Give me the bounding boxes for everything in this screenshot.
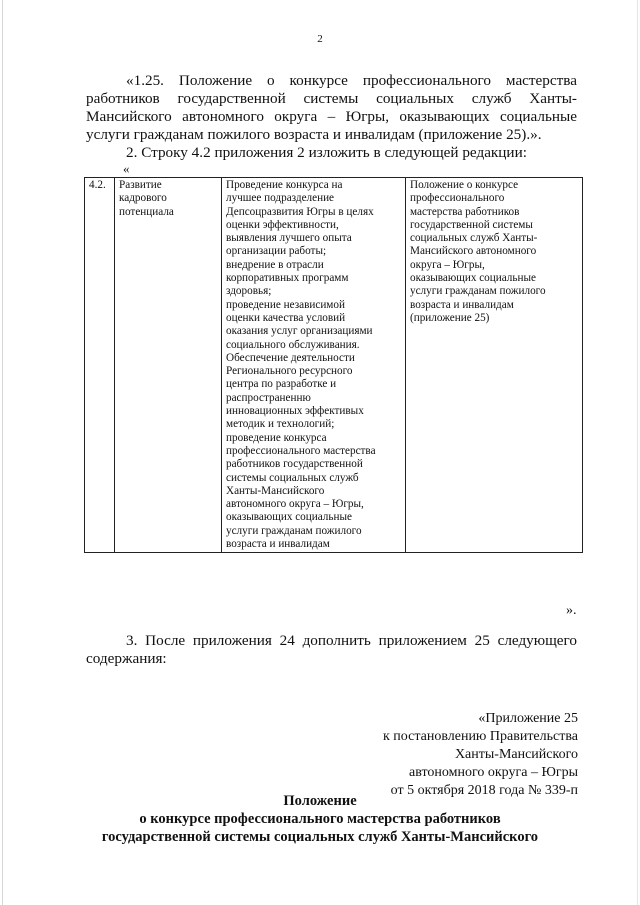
cell-line: профессионального мастерства [226, 444, 376, 457]
cell-line: методик и технологий; [226, 418, 335, 431]
table-row [85, 178, 583, 553]
cell-line: услуги гражданам пожилого [410, 285, 546, 298]
paragraph-line: работников государственной системы социальных служб Ханты- [86, 90, 577, 107]
scan-edge-right [637, 0, 638, 905]
cell-line: организации работы; [226, 245, 327, 258]
open-quote: « [123, 161, 130, 176]
cell-line: выявления лучшего опыта [226, 232, 352, 245]
cell-line: Ханты-Мансийского [226, 484, 325, 497]
paragraph-line: услуги гражданам пожилого возраста и инвалидам (приложение 25).». [86, 126, 542, 143]
paragraph-line: 2. Строку 4.2 приложения 2 изложить в следующей редакции: [126, 144, 527, 161]
cell-line: услуги гражданам пожилого [226, 524, 362, 537]
paragraph-line: Мансийского автономного округа – Югры, оказывающих социальные [86, 108, 577, 125]
cell-line: автономного округа – Югры, [226, 498, 364, 511]
cell-line: системы социальных служб [226, 471, 359, 484]
cell-line: мастерства работников [410, 205, 520, 218]
row-number: 4.2. [89, 179, 106, 191]
cell-line: Положение о конкурсе [410, 179, 519, 191]
cell-line: Регионального ресурсного [226, 365, 353, 378]
cell-line: социальных служб Ханты- [410, 232, 538, 245]
scan-edge-left [2, 0, 3, 905]
cell-line: возраста и инвалидам [410, 298, 514, 311]
cell-line: государственной системы [410, 218, 533, 231]
cell-line: инновационных эффективых [226, 405, 364, 418]
appendix-line: от 5 октября 2018 года № 339-п [390, 783, 578, 798]
cell-line: (приложение 25) [410, 311, 490, 324]
page-number: 2 [317, 33, 323, 45]
cell-line: оценки качества условий [226, 311, 346, 324]
cell-line: проведение независимой [226, 298, 345, 311]
paragraph-line: 3. После приложения 24 дополнить приложением 25 следующего [126, 632, 577, 649]
paragraph-line: «1.25. Положение о конкурсе профессионального мастерства [126, 72, 577, 89]
paragraph-1-25 [86, 72, 577, 144]
appendix-line: к постановлению Правительства [382, 729, 578, 744]
cell-line: профессионального [410, 192, 505, 205]
cell-line: социального обслуживания. [226, 338, 360, 351]
row-number-cell [85, 178, 115, 553]
appendix-line: Ханты-Мансийского [454, 747, 578, 762]
cell-line: лучшее подразделение [226, 192, 335, 205]
cell-line: внедрение в отрасли [226, 258, 324, 271]
cell-line: оказывающих социальные [226, 511, 352, 524]
cell-line: центра по разработке и [226, 378, 337, 391]
cell-line: проведение конкурса [226, 431, 327, 444]
cell-line: оценки эффективности, [226, 218, 339, 231]
heading-line: Положение [283, 793, 357, 809]
cell-line: возраста и инвалидам [226, 538, 330, 551]
paragraph-2 [86, 144, 577, 162]
direction-cell [115, 178, 222, 553]
appendix-line: «Приложение 25 [478, 711, 578, 726]
cell-line: корпоративных программ [226, 272, 349, 285]
heading-line: о конкурсе профессионального мастерства работников [139, 811, 501, 827]
cell-line: округа – Югры, [410, 258, 485, 271]
cell-line: потенциала [119, 205, 174, 218]
paragraph-3 [86, 632, 577, 668]
cell-line: работников государственной [226, 458, 363, 471]
heading-line: государственной системы социальных служб Ханты-Мансийского [101, 829, 539, 845]
cell-line: Депсоцразвития Югры в целях [226, 205, 374, 218]
paragraph-line: содержания: [86, 650, 167, 667]
cell-line: Обеспечение деятельности [226, 351, 355, 364]
cell-line: Проведение конкурса на [226, 179, 343, 191]
row-4-2-table [84, 177, 583, 553]
document-heading [0, 792, 640, 846]
cell-line: здоровья; [226, 285, 272, 298]
cell-line: Развитие [119, 179, 162, 191]
measures-cell [222, 178, 406, 553]
cell-line: кадрового [119, 192, 167, 205]
result-cell [406, 178, 583, 553]
appendix-line: автономного округа – Югры [409, 765, 578, 780]
cell-line: Мансийского автономного [410, 245, 537, 258]
appendix-header [278, 710, 578, 800]
cell-line: оказывающих социальные [410, 272, 536, 285]
cell-line: оказания услуг организациями [226, 325, 373, 338]
cell-line: распространенню [226, 391, 311, 404]
close-quote: ». [566, 603, 577, 618]
